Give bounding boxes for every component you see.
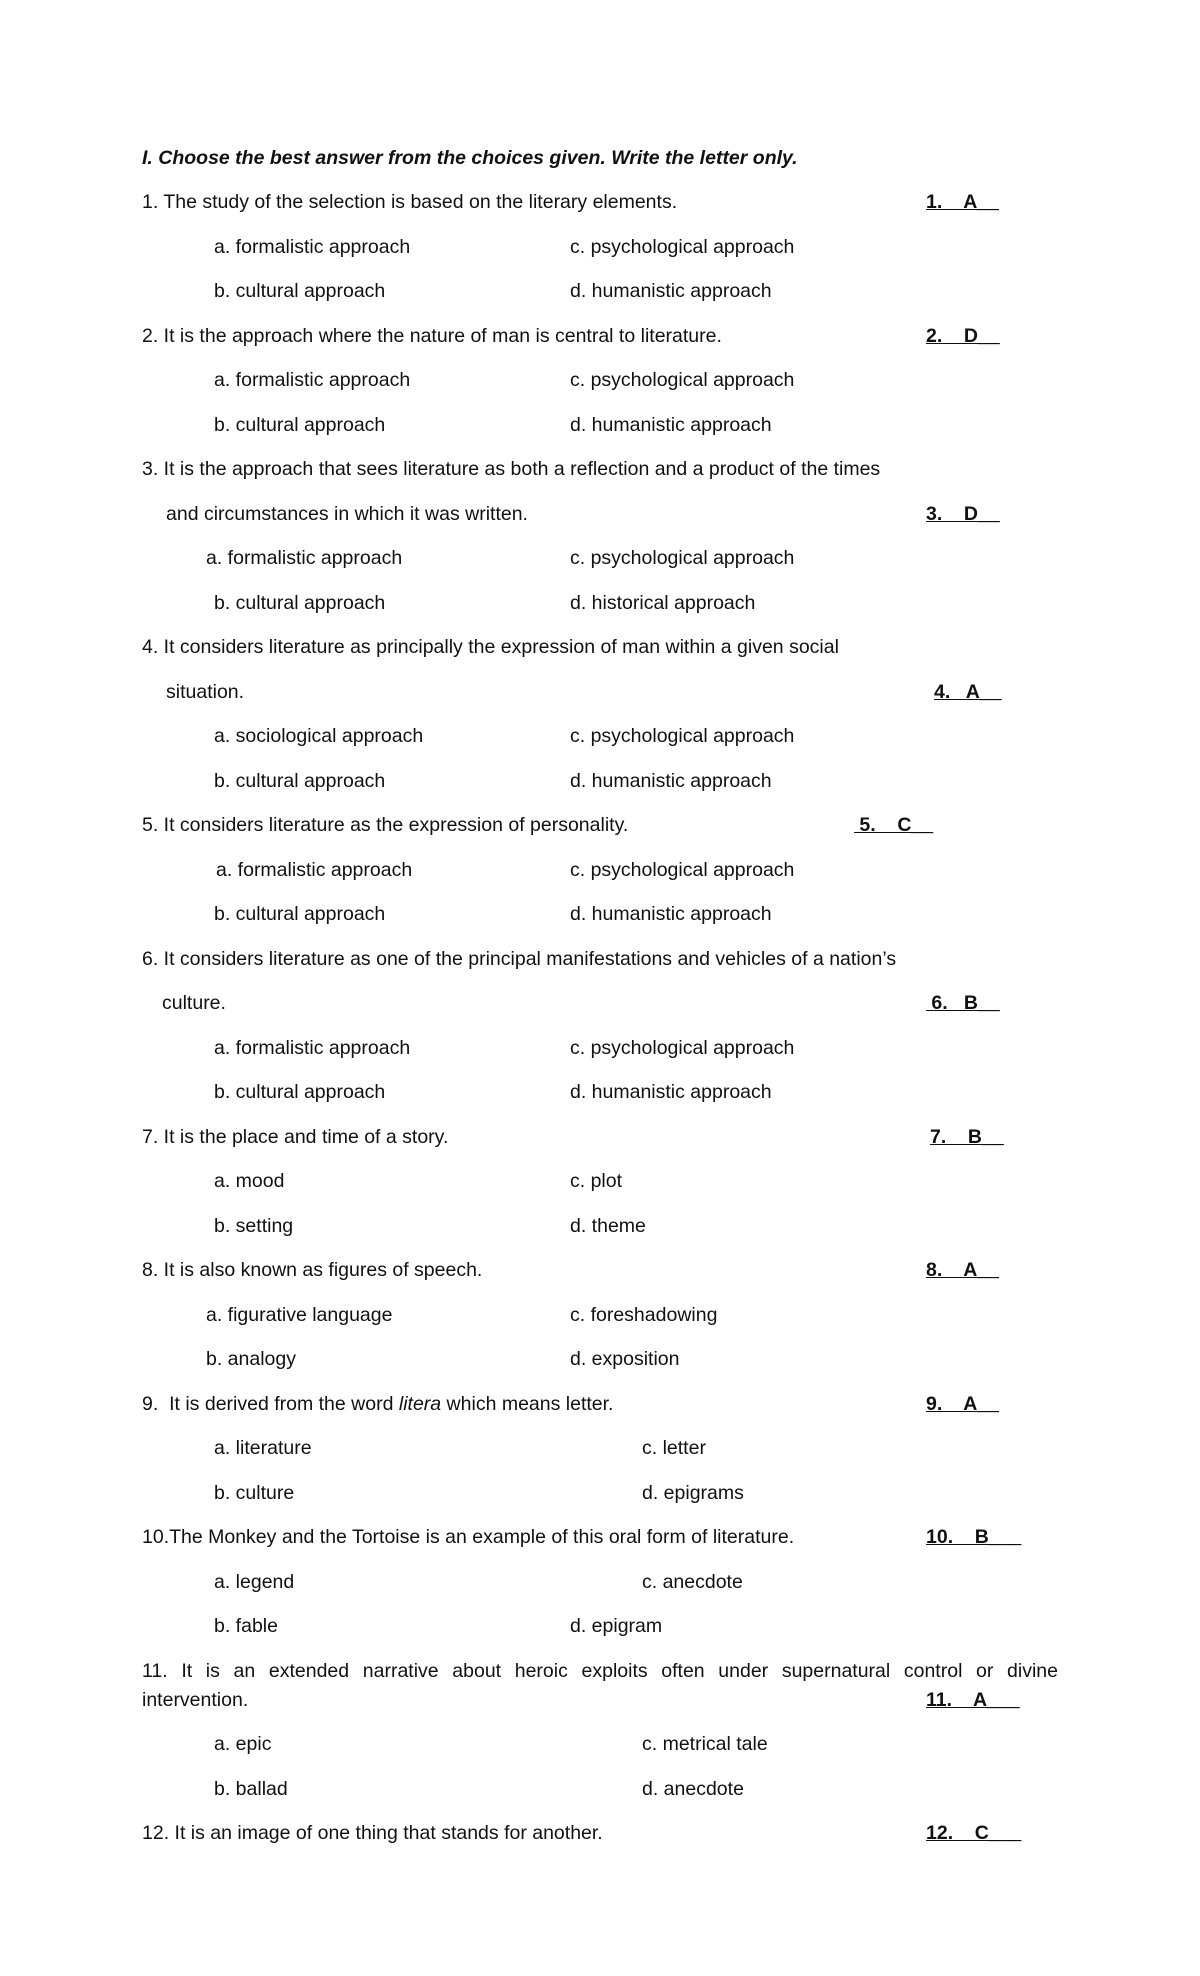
choice-5b: b. cultural approach [214,903,386,925]
choice-3c: c. psychological approach [570,547,795,569]
question-6-continued: culture. [162,992,226,1014]
choice-6b: b. cultural approach [214,1081,386,1103]
question-4: 4. It considers literature as principally the expression of man within a given social [142,636,839,658]
choice-3b: b. cultural approach [214,592,386,614]
choice-5d: d. humanistic approach [570,903,772,925]
question-3: 3. It is the approach that sees literature as both a reflection and a product of the times [142,458,881,480]
choice-2a: a. formalistic approach [214,369,411,391]
question-9 [142,1392,613,1416]
choice-11d: d. anecdote [642,1778,744,1800]
choice-6a: a. formalistic approach [214,1037,411,1059]
question-3-continued: and circumstances in which it was written. [166,503,528,525]
choice-9c: c. letter [642,1437,706,1459]
choice-11c: c. metrical tale [642,1733,768,1755]
question-11: 11. It is an extended narrative about heroic exploits often under supernatural control or divine [142,1660,1058,1682]
choice-8b: b. analogy [206,1348,296,1370]
choice-5c: c. psychological approach [570,859,795,881]
answer-3: 3. D__ [926,503,1000,525]
choice-4b: b. cultural approach [214,770,386,792]
choice-9b: b. culture [214,1482,295,1504]
answer-5: 5. C__ [854,814,934,836]
choice-1a: a. formalistic approach [214,236,411,258]
choice-7a: a. mood [214,1170,285,1192]
choice-1b: b. cultural approach [214,280,386,302]
question-6: 6. It considers literature as one of the principal manifestations and vehicles of a nation’s [142,948,897,970]
question-4-continued: situation. [166,681,245,703]
choice-7c: c. plot [570,1170,623,1192]
question-7: 7. It is the place and time of a story. [142,1126,449,1148]
choice-4d: d. humanistic approach [570,770,772,792]
choice-3a: a. formalistic approach [206,547,403,569]
question-9-italic-word: litera [398,1393,442,1415]
answer-11: 11. A___ [926,1689,1020,1711]
choice-6d: d. humanistic approach [570,1081,772,1103]
question-11-continued: intervention. [142,1689,249,1711]
instructions: I. Choose the best answer from the choices given. Write the letter only. [142,147,798,169]
choice-8d: d. exposition [570,1348,680,1370]
choice-3d: d. historical approach [570,592,756,614]
question-8: 8. It is also known as figures of speech. [142,1259,483,1281]
question-2: 2. It is the approach where the nature of man is central to literature. [142,325,722,347]
choice-2d: d. humanistic approach [570,414,772,436]
answer-8: 8. A__ [926,1259,999,1281]
choice-7b: b. setting [214,1215,294,1237]
answer-7: 7. B__ [930,1126,1004,1148]
choice-2b: b. cultural approach [214,414,386,436]
answer-12: 12. C___ [926,1822,1022,1844]
choice-1d: d. humanistic approach [570,280,772,302]
question-1: 1. The study of the selection is based on the literary elements. [142,191,678,213]
question-5: 5. It considers literature as the expression of personality. [142,814,629,836]
answer-9: 9. A__ [926,1393,999,1415]
choice-10c: c. anecdote [642,1571,743,1593]
choice-10d: d. epigram [570,1615,663,1637]
answer-6: 6. B__ [926,992,1000,1014]
choice-8c: c. foreshadowing [570,1304,718,1326]
question-9-text: 9. It is derived from the word [142,1393,399,1415]
choice-9a: a. literature [214,1437,312,1459]
answer-4: 4. A__ [934,681,1002,703]
choice-1c: c. psychological approach [570,236,795,258]
choice-10b: b. fable [214,1615,278,1637]
choice-11b: b. ballad [214,1778,288,1800]
answer-10: 10. B___ [926,1526,1022,1548]
choice-2c: c. psychological approach [570,369,795,391]
choice-4a: a. sociological approach [214,725,424,747]
choice-7d: d. theme [570,1215,646,1237]
question-12: 12. It is an image of one thing that stands for another. [142,1822,603,1844]
choice-6c: c. psychological approach [570,1037,795,1059]
question-9-text-end: which means letter. [441,1393,614,1415]
answer-1: 1. A__ [926,191,999,213]
choice-11a: a. epic [214,1733,272,1755]
answer-2: 2. D__ [926,325,1000,347]
question-10: 10.The Monkey and the Tortoise is an example of this oral form of literature. [142,1526,795,1548]
choice-5a: a. formalistic approach [216,859,413,881]
choice-9d: d. epigrams [642,1482,744,1504]
choice-10a: a. legend [214,1571,295,1593]
choice-4c: c. psychological approach [570,725,795,747]
choice-8a: a. figurative language [206,1304,393,1326]
